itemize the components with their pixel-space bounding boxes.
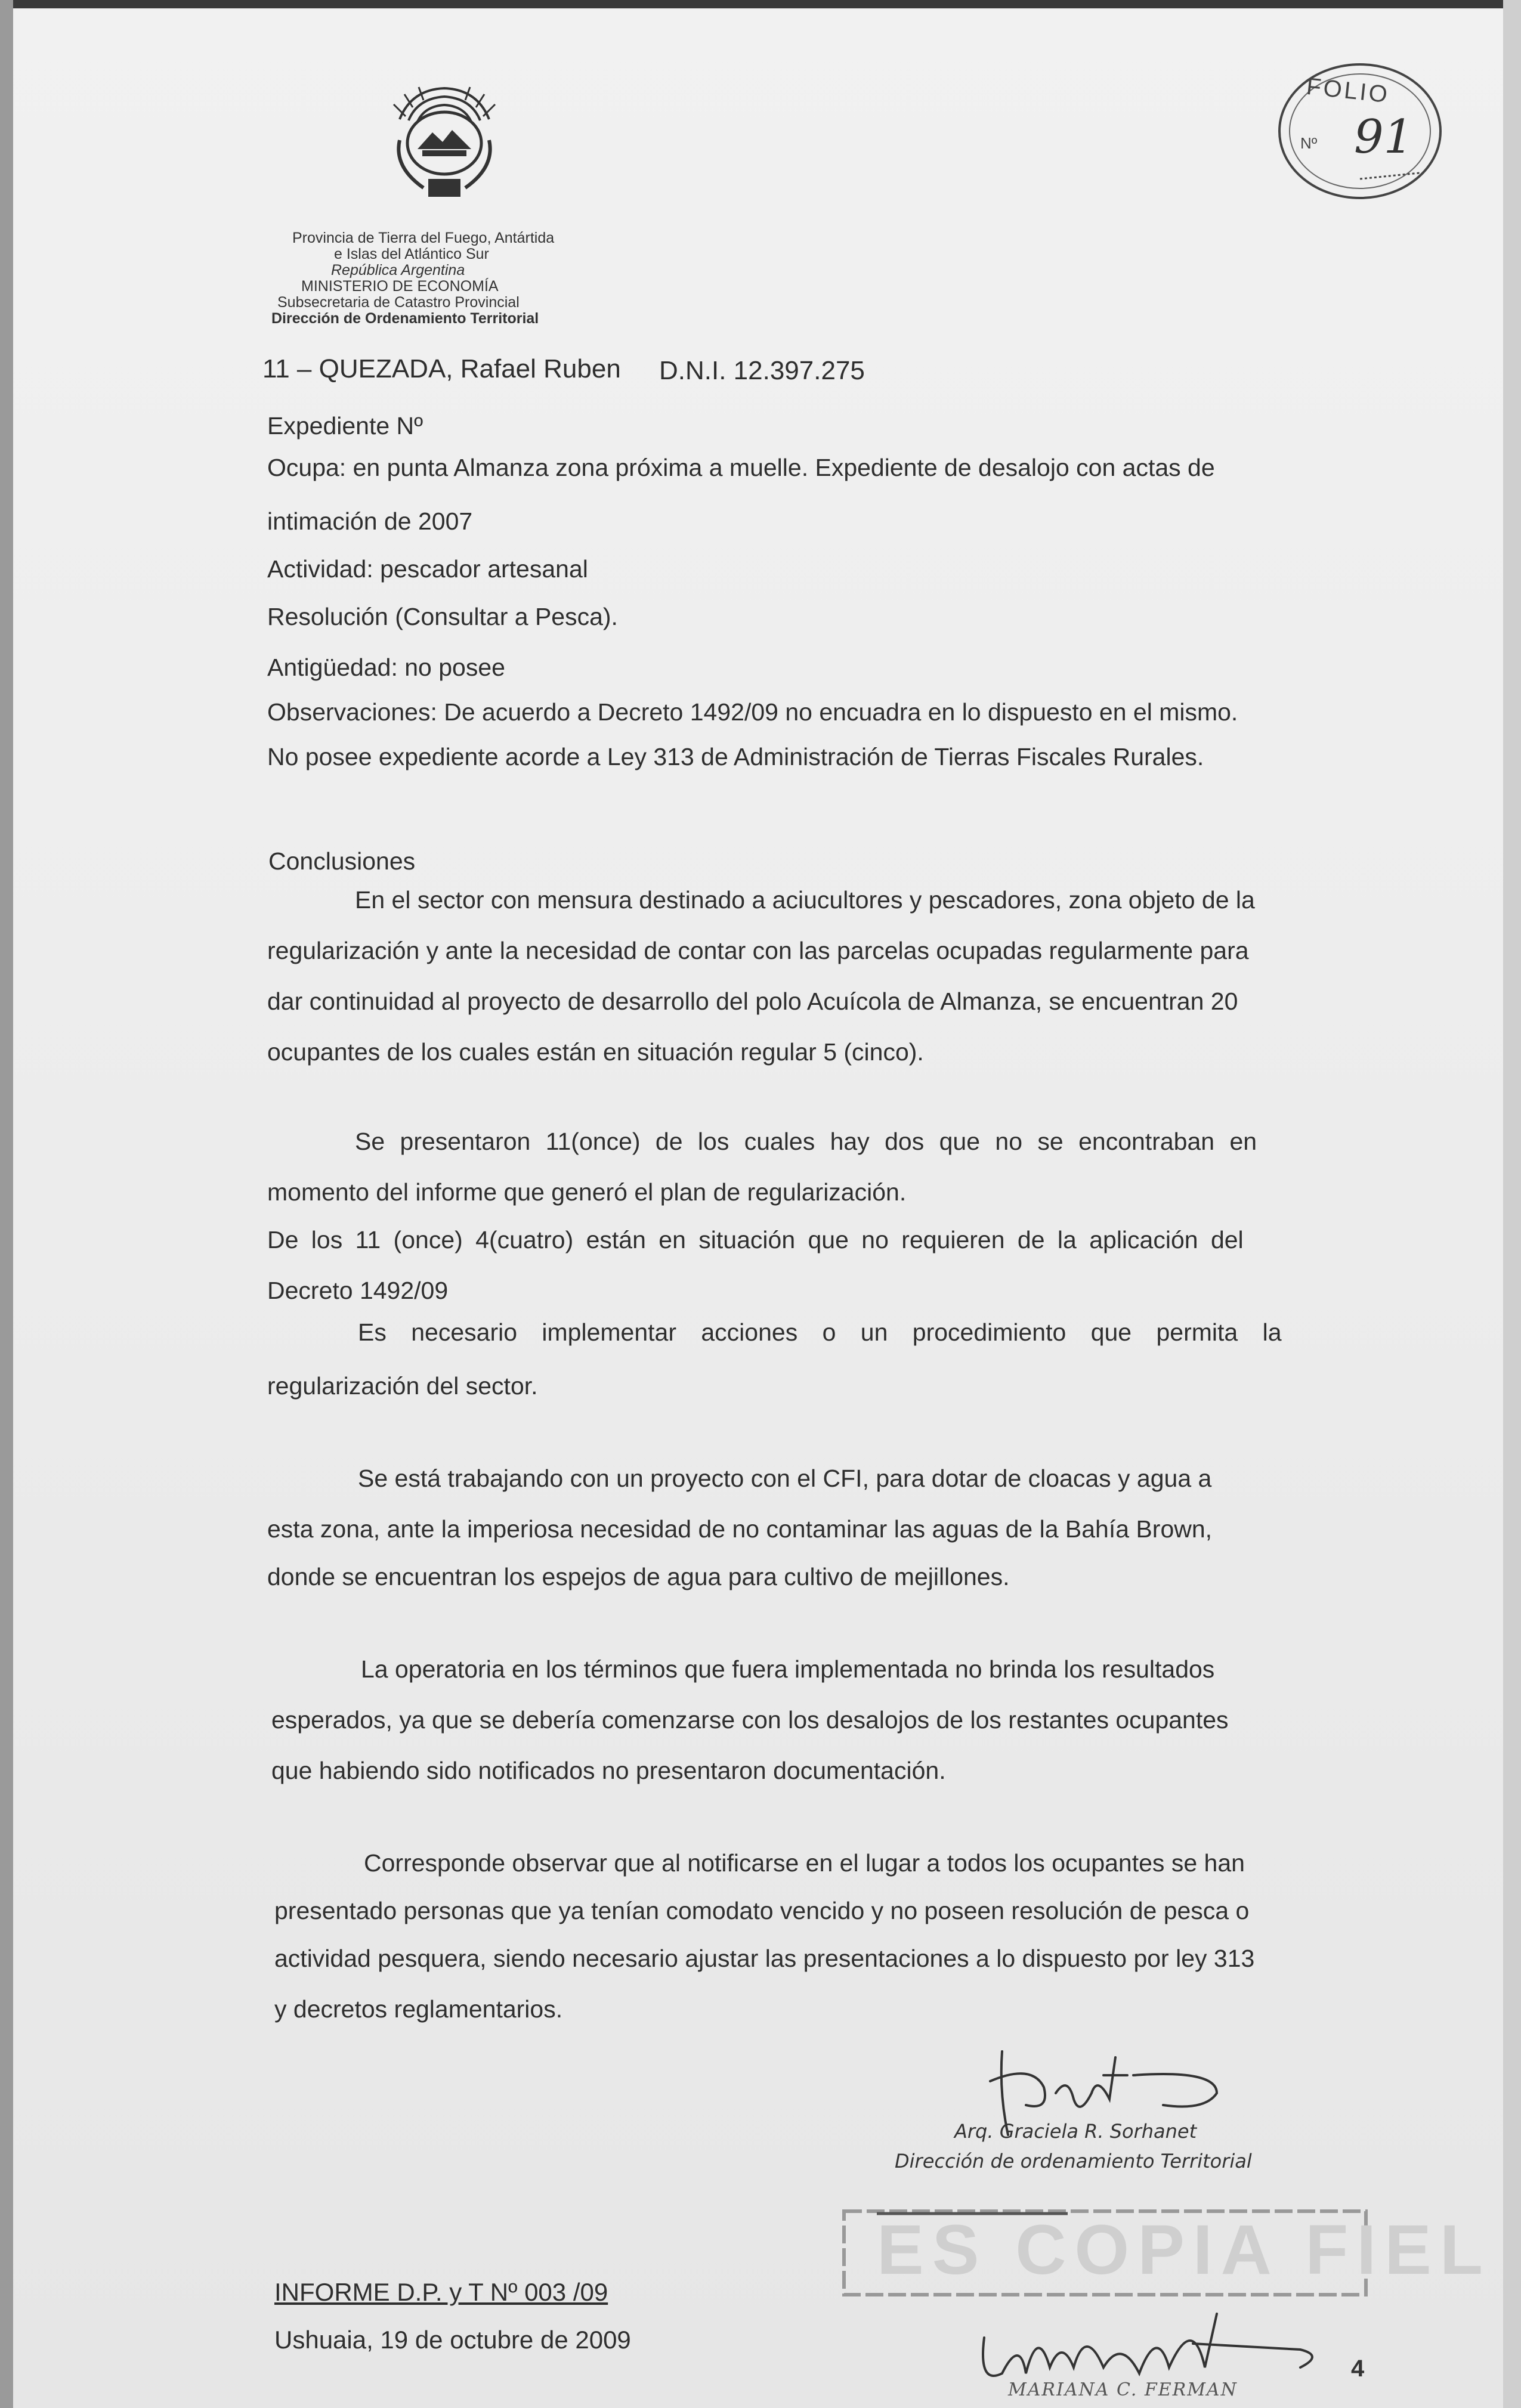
entry-expediente: Expediente Nº (267, 412, 423, 439)
paragraph-3-line2: Decreto 1492/09 (267, 1277, 449, 1304)
paragraph-2-line1: Se presentaron 11(once) de los cuales hay dos que no se encontraban en (355, 1128, 1257, 1155)
scan-edge-top (0, 0, 1521, 8)
entry-observaciones-line1: Observaciones: De acuerdo a Decreto 1492/09 no encuadra en lo dispuesto en el mismo. (267, 698, 1238, 726)
page-number: 4 (1351, 2356, 1365, 2382)
folio-no-label: Nº (1300, 134, 1318, 152)
signatory-name: Arq. Graciela R. Sorhanet (954, 2120, 1197, 2143)
folio-label: FOLIO (1305, 73, 1391, 109)
scan-edge-left (0, 0, 13, 2408)
paragraph-4-line2: regularización del sector. (267, 1372, 538, 1400)
entry-dni: D.N.I. 12.397.275 (659, 356, 865, 385)
entry-title: 11 – QUEZADA, Rafael Ruben (262, 354, 621, 383)
second-signatory-name: MARIANA C. FERMAN (1008, 2379, 1238, 2400)
paragraph-7-line1: Corresponde observar que al notificarse en el lugar a todos los ocupantes se han (364, 1849, 1245, 1877)
letterhead-province: Provincia de Tierra del Fuego, Antártida (292, 230, 555, 246)
paragraph-7-line4: y decretos reglamentarios. (274, 1995, 563, 2023)
letterhead-direccion: Dirección de Ordenamiento Territorial (271, 310, 539, 327)
paragraph-6-line2: esperados, ya que se debería comenzarse con los desalojos de los restantes ocupantes (271, 1706, 1229, 1734)
letterhead-ministry: MINISTERIO DE ECONOMÍA (301, 278, 499, 295)
paragraph-1-line2: regularización y ante la necesidad de contar con las parcelas ocupadas regularmente para (267, 937, 1249, 964)
folio-number: 91 (1354, 110, 1414, 164)
paragraph-7-line3: actividad pesquera, siendo necesario ajustar las presentaciones a lo dispuesto por ley 313 (274, 1945, 1255, 1972)
entry-resolucion: Resolución (Consultar a Pesca). (267, 603, 618, 630)
informe-reference: INFORME D.P. y T Nº 003 /09 (274, 2278, 608, 2306)
entry-antiguedad: Antigüedad: no posee (267, 654, 505, 681)
paragraph-1-line4: ocupantes de los cuales están en situación regular 5 (cinco). (267, 1038, 924, 1066)
paragraph-1-line3: dar continuidad al proyecto de desarrollo del polo Acuícola de Almanza, se encuentran 20 (267, 988, 1238, 1015)
paragraph-5-line3: donde se encuentran los espejos de agua para cultivo de mejillones. (267, 1563, 1010, 1590)
entry-observaciones-line2: No posee expediente acorde a Ley 313 de Administración de Tierras Fiscales Rurales. (267, 743, 1204, 770)
letterhead-islands: e Islas del Atlántico Sur (334, 246, 489, 262)
letterhead-subsecretaria: Subsecretaria de Catastro Provincial (277, 294, 520, 311)
paragraph-3-line1: De los 11 (once) 4(cuatro) están en situación que no requieren de la aplicación del (267, 1226, 1244, 1253)
conclusions-heading: Conclusiones (268, 847, 416, 875)
letterhead-country: República Argentina (331, 262, 465, 278)
paragraph-6-line3: que habiendo sido notificados no presentaron documentación. (271, 1757, 946, 1784)
paragraph-5-line1: Se está trabajando con un proyecto con el CFI, para dotar de cloacas y agua a (358, 1465, 1212, 1492)
scan-edge-right (1503, 0, 1521, 2408)
provincial-crest-icon (376, 83, 513, 203)
document-date: Ushuaia, 19 de octubre de 2009 (274, 2326, 631, 2354)
entry-actividad: Actividad: pescador artesanal (267, 555, 588, 583)
copia-fiel-stamp-text: ES COPIA FIEL (877, 2211, 1491, 2289)
paragraph-6-line1: La operatoria en los términos que fuera implementada no brinda los resultados (361, 1655, 1215, 1683)
entry-ocupa-line2: intimación de 2007 (267, 507, 473, 535)
entry-ocupa-line1: Ocupa: en punta Almanza zona próxima a muelle. Expediente de desalojo con actas de (267, 454, 1215, 481)
paragraph-4-line1: Es necesario implementar acciones o un procedimiento que permita la (358, 1318, 1282, 1346)
signatory-department: Dirección de ordenamiento Territorial (895, 2150, 1252, 2172)
paragraph-2-line2: momento del informe que generó el plan de regularización. (267, 1178, 907, 1206)
paragraph-7-line2: presentado personas que ya tenían comodato vencido y no poseen resolución de pesca o (274, 1897, 1250, 1924)
paragraph-5-line2: esta zona, ante la imperiosa necesidad de no contaminar las aguas de la Bahía Brown, (267, 1515, 1213, 1543)
paragraph-1-line1: En el sector con mensura destinado a aciucultores y pescadores, zona objeto de la (355, 886, 1255, 914)
